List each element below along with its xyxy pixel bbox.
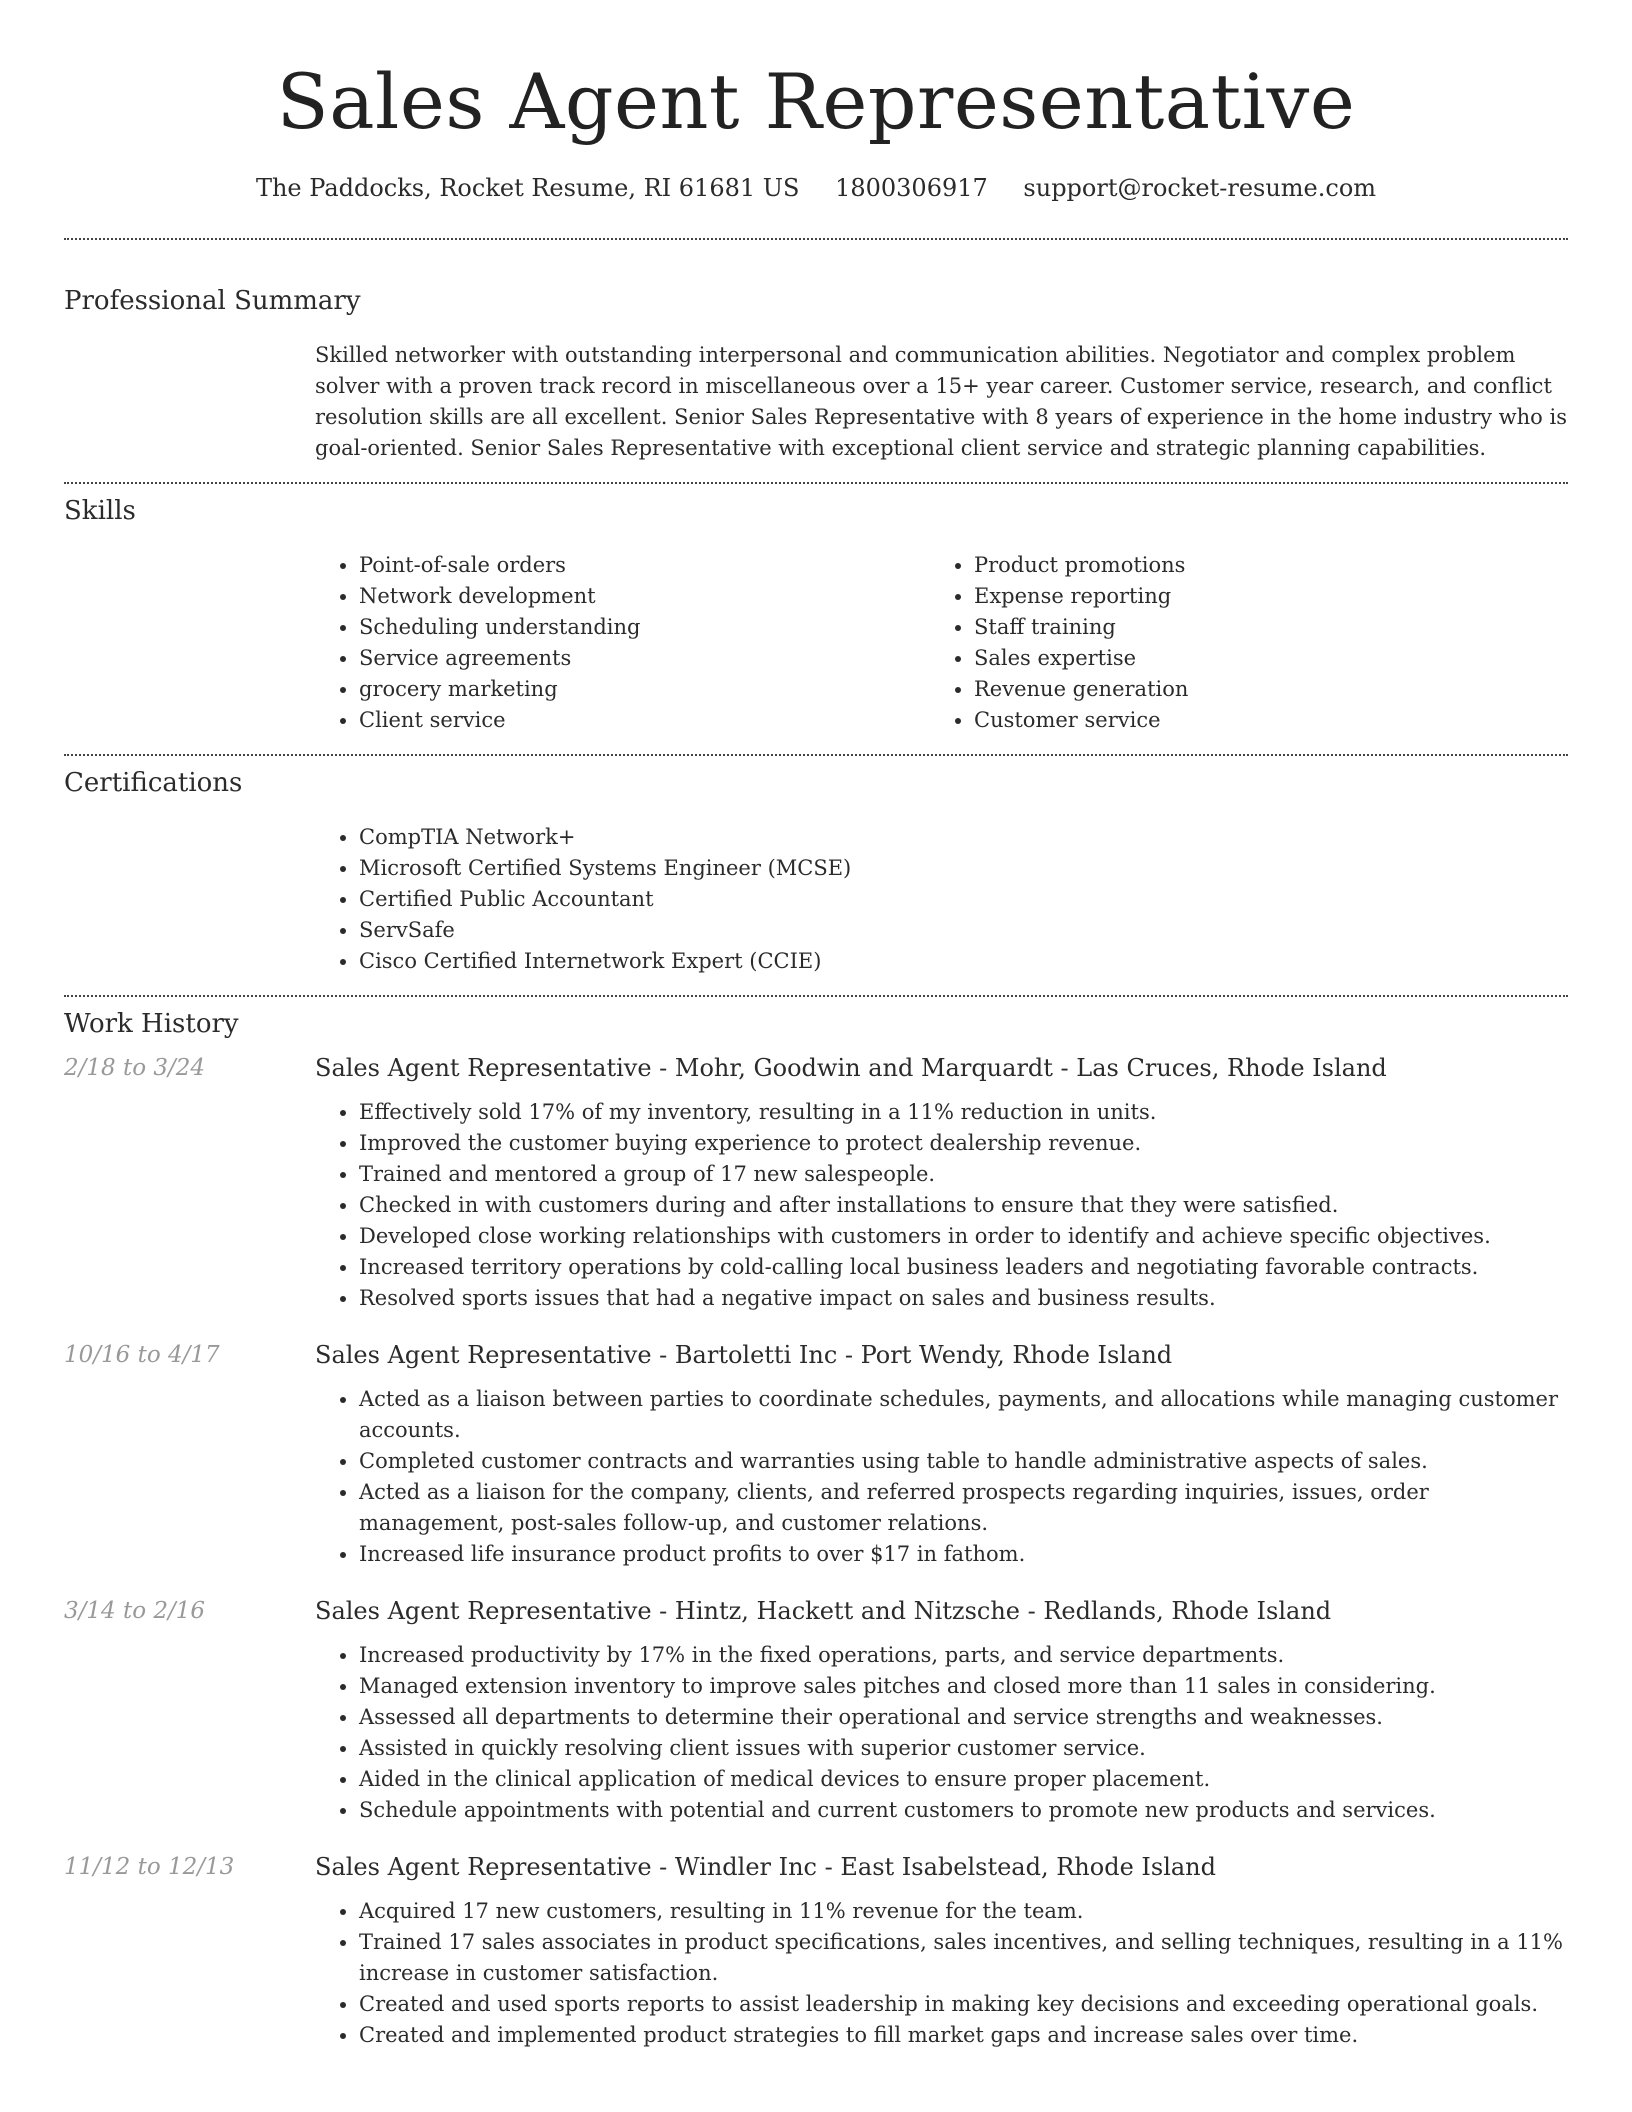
job-content [315,1384,1568,1570]
skills-content [315,550,1568,736]
certifications-list [315,822,1568,977]
contact-address: The Paddocks, Rocket Resume, RI 61681 US [255,174,800,202]
skill-item: • Scheduling understanding [359,612,930,643]
job-bullet: • Resolved sports issues that had a negative impact on sales and business results. [359,1283,1568,1314]
certifications-content [315,822,1568,977]
job-bullet: • Acted as a liaison for the company, clients, and referred prospects regarding inquiries, issues, order management, post-sales follow-up, and customer relations. [359,1477,1568,1539]
job-dates: 2/18 to 3/24 [64,1055,206,1081]
job-bullet: • Increased productivity by 17% in the fixed operations, parts, and service departments. [359,1640,1568,1671]
section-title-skills: Skills [64,496,136,526]
summary-text: Skilled networker with outstanding interpersonal and communication abilities. Negotiator and complex problem solver with a proven track record in miscellaneous over a 15+ year career. Customer service, research, and conflict resolution skills are all excellent. Senior Sales Representative with 8 years of experience in the home industry who is goal-oriented. Senior Sales Representative with exceptional client service and strategic planning capabilities. [315,343,1567,460]
job-entry [64,1338,1568,1570]
job-content [315,1896,1568,2051]
skill-item: • grocery marketing [359,674,930,705]
job-bullet: • Managed extension inventory to improve sales pitches and closed more than 11 sales in considering. [359,1671,1568,1702]
job-content [315,1097,1568,1314]
job-bullet: • Created and used sports reports to assist leadership in making key decisions and exceeding operational goals. [359,1989,1568,2020]
summary-content [315,340,1568,464]
certification-item: • CompTIA Network+ [359,822,1568,853]
job-bullet: • Improved the customer buying experience to protect dealership revenue. [359,1128,1568,1159]
job-content [315,1640,1568,1826]
skill-item: • Network development [359,581,930,612]
skill-item: • Customer service [974,705,1545,736]
skill-item: • Revenue generation [974,674,1545,705]
job-title: Sales Agent Representative - Mohr, Goodwin and Marquardt - Las Cruces, Rhode Island [315,1054,1387,1082]
job-entry [64,1051,1568,1314]
job-title: Sales Agent Representative - Windler Inc - East Isabelstead, Rhode Island [315,1853,1216,1881]
job-bullet: • Trained 17 sales associates in product specifications, sales incentives, and selling techniques, resulting in a 11% increase in customer satisfaction. [359,1927,1568,1989]
job-title: Sales Agent Representative - Bartoletti Inc - Port Wendy, Rhode Island [315,1341,1173,1369]
professional-summary-section [64,240,1568,482]
job-bullet: • Aided in the clinical application of medical devices to ensure proper placement. [359,1764,1568,1795]
certification-item: • ServSafe [359,915,1568,946]
work-history-section [64,997,1568,2051]
contact-line [64,172,1568,204]
job-bullet: • Assisted in quickly resolving client issues with superior customer service. [359,1733,1568,1764]
job-dates: 3/14 to 2/16 [64,1598,206,1624]
skill-item: • Product promotions [974,550,1545,581]
job-bullet: • Developed close working relationships with customers in order to identify and achieve specific objectives. [359,1221,1568,1252]
contact-phone: 1800306917 [835,174,988,202]
skills-column-right [930,550,1545,736]
job-bullet: • Effectively sold 17% of my inventory, resulting in a 11% reduction in units. [359,1097,1568,1128]
job-entry [64,1594,1568,1826]
skill-item: • Expense reporting [974,581,1545,612]
job-bullets [315,1896,1568,2051]
job-bullet: • Acquired 17 new customers, resulting in 11% revenue for the team. [359,1896,1568,1927]
section-title-certifications: Certifications [64,768,243,798]
skill-item: • Sales expertise [974,643,1545,674]
job-bullet: • Schedule appointments with potential and current customers to promote new products and services. [359,1795,1568,1826]
resume-name: Sales Agent Representative [276,57,1356,146]
section-title-summary: Professional Summary [64,286,361,316]
skills-column-left [315,550,930,736]
job-dates: 10/16 to 4/17 [64,1342,220,1368]
job-entry [64,1850,1568,2051]
job-bullet: • Increased territory operations by cold-calling local business leaders and negotiating favorable contracts. [359,1252,1568,1283]
job-bullet: • Acted as a liaison between parties to coordinate schedules, payments, and allocations while managing customer accounts. [359,1384,1568,1446]
contact-email: support@rocket-resume.com [1023,174,1377,202]
section-title-work-history: Work History [64,1009,239,1039]
job-bullets [315,1384,1568,1570]
job-bullets [315,1097,1568,1314]
certification-item: • Cisco Certified Internetwork Expert (CCIE) [359,946,1568,977]
job-bullet: • Completed customer contracts and warranties using table to handle administrative aspects of sales. [359,1446,1568,1477]
certification-item: • Certified Public Accountant [359,884,1568,915]
job-dates: 11/12 to 12/13 [64,1854,235,1880]
job-bullet: • Assessed all departments to determine their operational and service strengths and weaknesses. [359,1702,1568,1733]
skills-list-left [315,550,930,736]
job-bullets [315,1640,1568,1826]
skills-section [64,484,1568,754]
skill-item: • Service agreements [359,643,930,674]
skills-list-right [930,550,1545,736]
skill-item: • Staff training [974,612,1545,643]
certification-item: • Microsoft Certified Systems Engineer (MCSE) [359,853,1568,884]
certifications-section [64,756,1568,995]
skill-item: • Client service [359,705,930,736]
job-bullet: • Created and implemented product strategies to fill market gaps and increase sales over time. [359,2020,1568,2051]
job-bullet: • Increased life insurance product profits to over $17 in fathom. [359,1539,1568,1570]
job-bullet: • Checked in with customers during and after installations to ensure that they were satisfied. [359,1190,1568,1221]
skill-item: • Point-of-sale orders [359,550,930,581]
job-bullet: • Trained and mentored a group of 17 new salespeople. [359,1159,1568,1190]
job-title: Sales Agent Representative - Hintz, Hackett and Nitzsche - Redlands, Rhode Island [315,1597,1332,1625]
